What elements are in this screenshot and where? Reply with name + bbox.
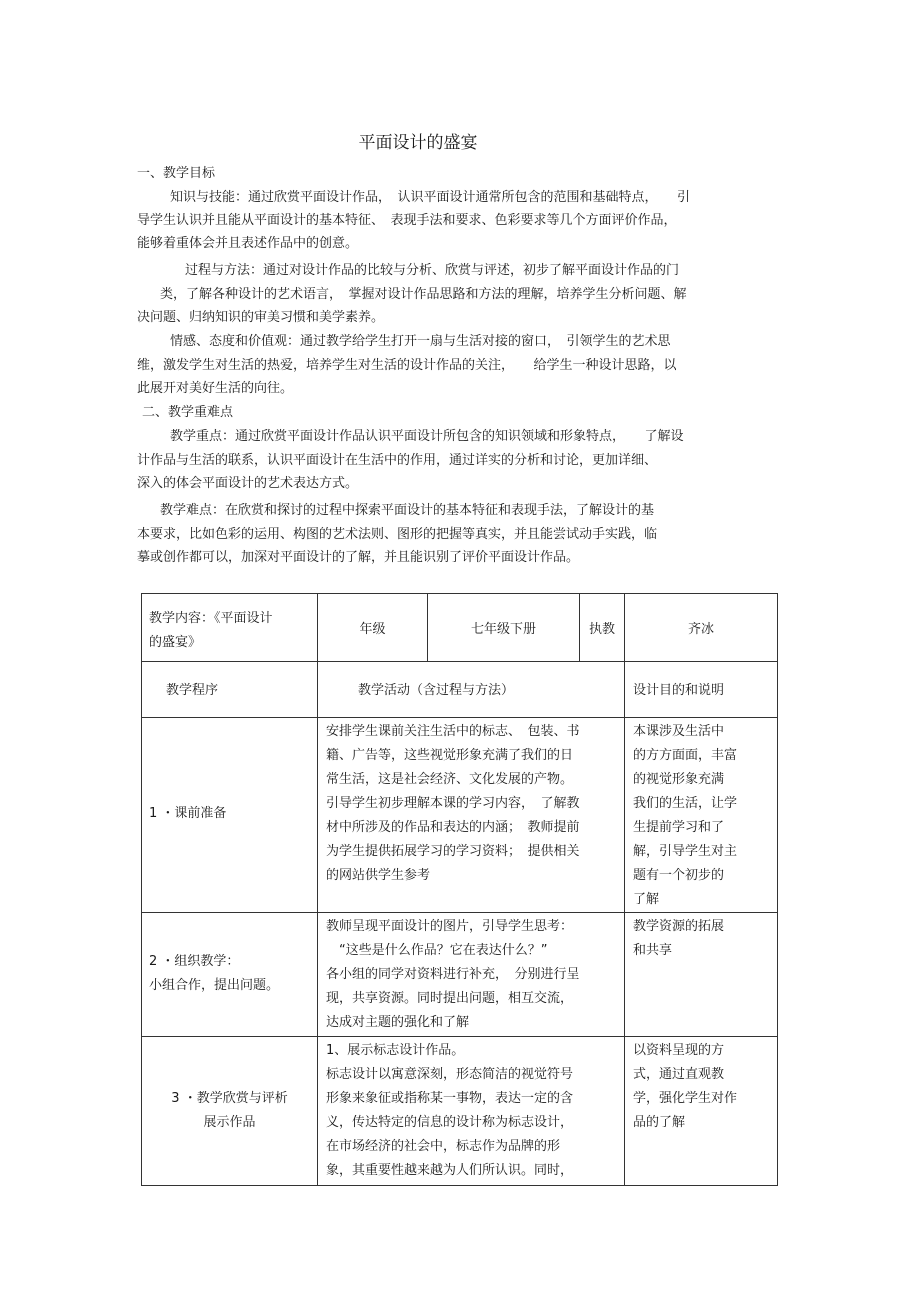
activity-line: 常生活，这是社会经济、文化发展的产物。 (326, 772, 574, 787)
purpose-cell (625, 718, 778, 913)
activity-cell (318, 1037, 625, 1186)
activity-line: 的网站供学生参考 (326, 868, 431, 883)
activity-line: 标志设计以寓意深刻，形态简洁的视觉符号 (326, 1067, 574, 1082)
keypoints-line: 摹或创作都可以，加深对平面设计的了解，并且能识别了评价平面设计作品。 (137, 550, 580, 565)
activity-line: 义，传达特定的信息的设计称为标志设计， (326, 1115, 574, 1130)
header-procedure-cell (142, 662, 318, 718)
activity-line: “这些是什么作品？它在表达什么？” (326, 943, 548, 958)
purpose-line: 题有一个初步的 (633, 868, 725, 883)
purpose-line: 学，强化学生对作 (633, 1091, 738, 1106)
step-label: 2 ・组织教学： (149, 954, 240, 969)
keypoints-line: 教学重点：通过欣赏平面设计作品认识平面设计所包含的知识领域和形象特点， 了解设 (170, 429, 684, 444)
header-procedure: 教学程序 (166, 683, 219, 698)
lesson-plan-table (141, 593, 778, 1186)
teacher-label-cell (580, 594, 625, 662)
grade-label-cell (318, 594, 428, 662)
purpose-line: 解，引导学生对主 (633, 844, 738, 859)
header-purpose: 设计目的和说明 (633, 683, 725, 698)
content-label-cell (142, 594, 318, 662)
section-heading-keypoints: 二、教学重难点 (142, 405, 234, 420)
step-cell (142, 718, 318, 913)
activity-line: 安排学生课前关注生活中的标志、 包装、书 (326, 724, 580, 739)
purpose-line: 了解 (633, 892, 660, 907)
grade-label: 年级 (359, 621, 386, 637)
activity-line: 各小组的同学对资料进行补充， 分别进行呈 (326, 967, 580, 982)
activity-line: 1、展示标志设计作品。 (326, 1043, 465, 1058)
objectives-line: 维，激发学生对生活的热爱，培养学生对生活的设计作品的关注， 给学生一种设计思路，以 (137, 358, 677, 373)
content-label-line: 的盛宴》 (149, 635, 202, 650)
purpose-line: 本课涉及生活中 (633, 724, 725, 739)
objectives-line: 类，了解各种设计的艺术语言， 掌握对设计作品思路和方法的理解，培养学生分析问题、解 (160, 287, 687, 302)
keypoints-line: 深入的体会平面设计的艺术表达方式。 (137, 476, 359, 491)
objectives-line: 过程与方法：通过对设计作品的比较与分析、欣赏与评述，初步了解平面设计作品的门 (185, 263, 680, 278)
header-activity-cell (318, 662, 625, 718)
activity-cell (318, 913, 625, 1037)
grade-value: 七年级下册 (470, 621, 536, 637)
keypoints-line: 本要求，比如色彩的运用、构图的艺术法则、图形的把握等真实，并且能尝试动手实践，临 (137, 527, 658, 542)
activity-line: 形象来象征或指称某一事物，表达一定的含 (326, 1091, 574, 1106)
activity-line: 在市场经济的社会中，标志作为品牌的形 (326, 1139, 561, 1154)
activity-line: 象，其重要性越来越为人们所认识。同时， (326, 1163, 574, 1178)
purpose-line: 的方方面面，丰富 (633, 748, 738, 763)
activity-line: 籍、广告等，这些视觉形象充满了我们的日 (326, 748, 574, 763)
activity-line: 教师呈现平面设计的图片，引导学生思考： (326, 919, 574, 934)
activity-line: 引导学生初步理解本课的学习内容， 了解教 (326, 796, 580, 811)
objectives-line: 此展开对美好生活的向往。 (137, 381, 294, 396)
content-label-line: 教学内容：《平面设计 (149, 611, 273, 626)
step-label: 1 ・课前准备 (149, 806, 227, 821)
header-activity: 教学活动（含过程与方法） (358, 683, 515, 698)
purpose-line: 生提前学习和了 (633, 820, 725, 835)
keypoints-line: 教学难点：在欣赏和探讨的过程中探索平面设计的基本特征和表现手法，了解设计的基 (160, 503, 655, 518)
purpose-line: 品的了解 (633, 1115, 686, 1130)
activity-line: 达成对主题的强化和了解 (326, 1015, 470, 1030)
grade-value-cell (428, 594, 580, 662)
objectives-line: 决问题、归纳知识的审美习惯和美学素养。 (137, 310, 385, 325)
step-label: 小组合作，提出问题。 (149, 978, 280, 993)
purpose-line: 和共享 (633, 943, 673, 958)
objectives-line: 情感、态度和价值观：通过教学给学生打开一扇与生活对接的窗口， 引领学生的艺术思 (170, 334, 671, 349)
page-title: 平面设计的盛宴 (358, 133, 478, 153)
step-label: 展示作品 (203, 1114, 256, 1130)
step-label: 3 ・教学欣赏与评析 (171, 1090, 288, 1106)
section-heading-objectives: 一、教学目标 (137, 166, 216, 181)
keypoints-line: 计作品与生活的联系，认识平面设计在生活中的作用，通过详实的分析和讨论，更加详细、 (137, 453, 658, 468)
purpose-cell (625, 1037, 778, 1186)
purpose-line: 教学资源的拓展 (633, 919, 725, 934)
purpose-line: 式，通过直观教 (633, 1067, 725, 1082)
purpose-cell (625, 913, 778, 1037)
activity-cell (318, 718, 625, 913)
purpose-line: 的视觉形象充满 (633, 772, 725, 787)
step-cell (142, 913, 318, 1037)
activity-line: 材中所涉及的作品和表达的内涵； 教师提前 (326, 820, 580, 835)
teacher-value: 齐冰 (687, 621, 714, 637)
objectives-line: 能够着重体会并且表述作品中的创意。 (137, 236, 359, 251)
step-cell (142, 1037, 318, 1186)
activity-line: 为学生提供拓展学习的学习资料； 提供相关 (326, 844, 580, 859)
teacher-label: 执教 (588, 621, 615, 637)
activity-line: 现，共享资源。同时提出问题，相互交流， (326, 991, 574, 1006)
purpose-line: 以资料呈现的方 (633, 1043, 725, 1058)
header-purpose-cell (625, 662, 778, 718)
objectives-line: 知识与技能：通过欣赏平面设计作品， 认识平面设计通常所包含的范围和基础特点， 引 (170, 190, 691, 205)
purpose-line: 我们的生活，让学 (633, 796, 738, 811)
teacher-value-cell (625, 594, 778, 662)
objectives-line: 导学生认识并且能从平面设计的基本特征、 表现手法和要求、色彩要求等几个方面评价作品， (137, 213, 677, 228)
